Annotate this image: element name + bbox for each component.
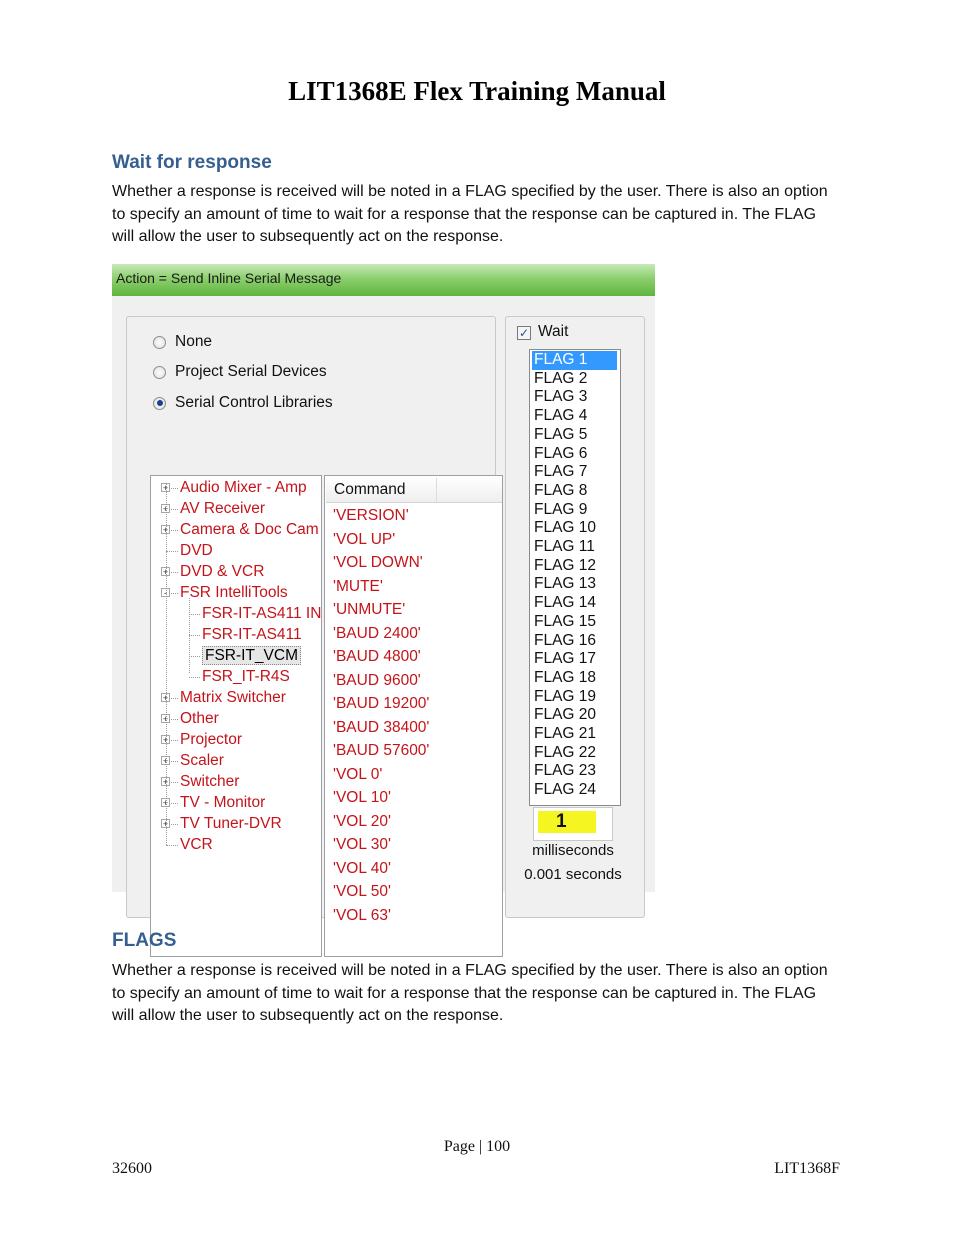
tree-connector-line <box>166 551 178 552</box>
command-item[interactable]: 'VOL DOWN' <box>333 554 423 571</box>
command-item[interactable]: 'VERSION' <box>333 507 409 524</box>
flag-item[interactable]: FLAG 21 <box>534 725 597 742</box>
milliseconds-input[interactable] <box>533 807 613 841</box>
tree-item-label: FSR-IT-AS411 <box>202 626 302 643</box>
flag-item[interactable]: FLAG 8 <box>534 481 588 499</box>
tree-item-label: DVD & VCR <box>180 563 265 580</box>
tree-connector-line <box>189 635 200 636</box>
tree-item[interactable] <box>180 687 286 708</box>
tree-item-label: AV Receiver <box>180 500 265 517</box>
section-paragraph-wait-for-response: Whether a response is received will be noted in a FLAG specified by the user. There is also an option to specify an amount of time to wait for a response that the response can be captured in. The FLAG will allow the user to subsequently act on the response. <box>112 183 828 245</box>
tree-item[interactable] <box>180 519 319 540</box>
flag-item[interactable]: FLAG 22 <box>534 743 597 761</box>
expand-icon[interactable]: + <box>162 504 169 514</box>
tree-item[interactable] <box>180 477 307 498</box>
expand-icon[interactable]: + <box>162 798 169 808</box>
tree-item-label: Matrix Switcher <box>180 689 286 706</box>
tree-item-label: Other <box>180 710 219 727</box>
radio-label: Project Serial Devices <box>175 363 327 380</box>
tree-item[interactable] <box>180 771 239 792</box>
tree-item[interactable] <box>180 540 213 561</box>
tree-connector-line <box>189 598 190 673</box>
flag-item[interactable]: FLAG 15 <box>534 612 597 630</box>
tree-connector-line <box>189 614 200 615</box>
expand-icon[interactable]: + <box>162 693 169 703</box>
tree-item-label: FSR IntelliTools <box>180 584 288 601</box>
flag-item[interactable]: FLAG 19 <box>534 687 597 705</box>
milliseconds-value: 1 <box>556 811 567 832</box>
command-item[interactable]: 'VOL UP' <box>333 530 396 548</box>
flag-list[interactable] <box>529 349 621 806</box>
radio-button-icon[interactable] <box>153 366 166 379</box>
flag-item[interactable]: FLAG 16 <box>534 631 597 649</box>
flag-item[interactable]: FLAG 5 <box>534 425 588 443</box>
seconds-readout: 0.001 seconds <box>524 866 622 883</box>
page-number: Page | 100 <box>443 1138 511 1155</box>
radio-project-serial-devices[interactable] <box>153 362 327 382</box>
tree-connector-line <box>189 656 200 657</box>
command-item[interactable]: 'VOL 40' <box>333 859 391 877</box>
command-list[interactable] <box>324 475 503 957</box>
flag-item[interactable]: FLAG 9 <box>534 500 588 518</box>
command-column-header[interactable] <box>326 477 502 503</box>
tree-item[interactable] <box>180 792 265 813</box>
column-divider[interactable] <box>436 478 437 502</box>
tree-item-label: FSR-IT-AS411 IN <box>202 605 322 622</box>
yellow-highlight <box>538 811 596 833</box>
tree-item-label: FSR_IT-R4S <box>202 668 290 685</box>
window-titlebar[interactable] <box>112 264 655 296</box>
tree-child-item[interactable] <box>202 645 301 666</box>
flag-item[interactable]: FLAG 2 <box>534 369 588 387</box>
command-item[interactable]: 'BAUD 38400' <box>333 718 430 736</box>
command-item[interactable]: 'VOL 0' <box>333 765 383 783</box>
tree-item-label: TV Tuner-DVR <box>180 815 282 832</box>
expand-icon[interactable]: + <box>162 735 169 745</box>
tree-item[interactable] <box>180 498 265 519</box>
tree-item-label: VCR <box>180 836 213 853</box>
document-title: LIT1368E Flex Training Manual <box>288 76 666 106</box>
checkmark-icon: ✓ <box>518 326 530 340</box>
window-title: Action = Send Inline Serial Message <box>116 270 342 286</box>
dialog-screenshot <box>112 264 655 924</box>
footer-right-code: LIT1368F <box>774 1160 840 1177</box>
radio-label: None <box>175 333 213 350</box>
command-item[interactable]: 'VOL 30' <box>333 836 391 853</box>
tree-child-item[interactable] <box>202 624 302 645</box>
command-item[interactable]: 'BAUD 57600' <box>333 742 430 759</box>
tree-item-label: Projector <box>180 731 243 748</box>
flag-item[interactable]: FLAG 3 <box>534 388 588 406</box>
tree-item[interactable] <box>180 750 224 771</box>
flag-item[interactable]: FLAG 13 <box>534 575 597 593</box>
tree-item-label: TV - Monitor <box>180 794 266 811</box>
command-item[interactable]: 'UNMUTE' <box>333 601 406 618</box>
radio-serial-control-libraries[interactable] <box>153 393 333 413</box>
radio-button-icon[interactable] <box>153 336 166 349</box>
tree-item[interactable] <box>180 561 264 582</box>
flag-item[interactable]: FLAG 17 <box>534 650 597 668</box>
flag-item[interactable]: FLAG 4 <box>534 407 588 425</box>
library-tree[interactable] <box>150 475 322 957</box>
command-item[interactable]: 'MUTE' <box>333 577 383 595</box>
footer-left-code: 32600 <box>112 1160 152 1177</box>
expand-icon[interactable]: + <box>162 756 169 766</box>
flag-item[interactable]: FLAG 23 <box>534 762 597 780</box>
tree-item[interactable] <box>180 729 242 750</box>
command-item[interactable]: 'BAUD 2400' <box>333 624 421 642</box>
flag-item[interactable]: FLAG 20 <box>534 706 597 724</box>
command-item[interactable]: 'BAUD 9600' <box>333 671 421 689</box>
expand-icon[interactable]: + <box>162 777 169 787</box>
flag-item[interactable]: FLAG 24 <box>534 781 597 799</box>
flag-item[interactable]: FLAG 11 <box>534 538 595 555</box>
expand-icon[interactable]: + <box>162 714 169 724</box>
command-item[interactable]: 'VOL 63' <box>333 906 391 924</box>
section-heading-flags: FLAGS <box>112 930 177 951</box>
expand-icon[interactable]: + <box>162 483 169 493</box>
tree-item-label: Camera & Doc Cam <box>180 521 319 538</box>
command-item[interactable]: 'VOL 20' <box>333 812 391 830</box>
radio-none[interactable] <box>153 332 212 352</box>
command-item[interactable]: 'VOL 50' <box>333 883 391 900</box>
flag-item[interactable]: FLAG 1 <box>532 351 617 370</box>
expand-icon[interactable]: + <box>162 819 169 829</box>
tree-item-label: DVD <box>180 542 213 559</box>
tree-item-label: Audio Mixer - Amp <box>180 479 307 496</box>
flag-item[interactable]: FLAG 10 <box>534 519 597 537</box>
expand-icon[interactable]: + <box>162 567 169 577</box>
radio-label: Serial Control Libraries <box>175 394 333 411</box>
tree-item-label: Scaler <box>180 752 224 769</box>
expand-icon[interactable]: + <box>162 525 169 535</box>
flag-item[interactable]: FLAG 18 <box>534 668 597 686</box>
section-paragraph-flags: Whether a response is received will be noted in a FLAG specified by the user. There is also an option to specify an amount of time to wait for a response that the response can be captured in. The FLAG will allow the user to subsequently act on the response. <box>112 962 828 1024</box>
tree-connector-line <box>189 677 200 678</box>
tree-item[interactable] <box>180 708 219 729</box>
command-item[interactable]: 'BAUD 4800' <box>333 648 421 665</box>
wait-checkbox[interactable] <box>517 326 531 340</box>
flag-item[interactable]: FLAG 14 <box>534 594 597 612</box>
tree-child-item[interactable] <box>202 666 290 687</box>
flag-item[interactable]: FLAG 7 <box>534 463 588 481</box>
flag-item[interactable]: FLAG 12 <box>534 556 597 574</box>
flag-item[interactable]: FLAG 6 <box>534 444 588 462</box>
tree-item[interactable] <box>180 813 282 834</box>
wait-label: Wait <box>538 323 569 340</box>
command-item[interactable]: 'VOL 10' <box>333 789 391 806</box>
command-header-label: Command <box>334 481 406 498</box>
command-item[interactable]: 'BAUD 19200' <box>333 695 430 712</box>
tree-item[interactable] <box>180 582 288 603</box>
tree-connector-line <box>166 845 178 846</box>
source-groupbox <box>126 316 496 924</box>
radio-button-selected-icon[interactable] <box>153 397 166 410</box>
tree-connector-line <box>166 484 167 845</box>
milliseconds-unit: milliseconds <box>532 842 614 859</box>
collapse-icon[interactable]: - <box>161 588 170 597</box>
tree-child-item[interactable] <box>202 603 321 624</box>
tree-item-label: Switcher <box>180 773 240 790</box>
tree-item-label: FSR-IT_VCM <box>202 646 301 665</box>
tree-item[interactable] <box>180 834 213 855</box>
section-heading-wait-for-response: Wait for response <box>112 152 272 173</box>
